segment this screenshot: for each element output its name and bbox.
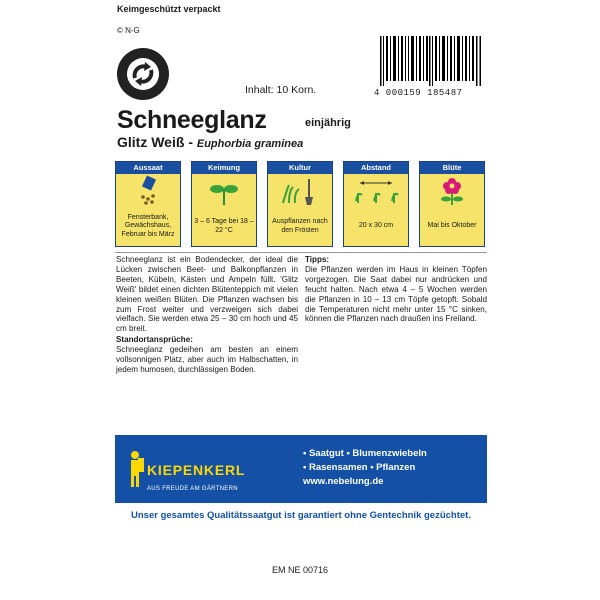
icon-column-abstand — [343, 161, 409, 247]
sprout-icon — [192, 174, 256, 208]
standort-heading: Standortansprüche: — [116, 335, 193, 345]
description-column — [116, 255, 298, 375]
lifecycle-label: einjährig — [305, 117, 351, 129]
content-amount: Inhalt: 10 Korn. — [245, 84, 317, 96]
keimgeschuetzt-note: Keimgeschützt verpackt — [117, 4, 221, 14]
icon-column-bluete — [419, 161, 485, 247]
tipps-text: Die Pflanzen werden im Haus in kleinen Töpfen vorgezogen. Die Saat dabei nur andrücken und feucht halten. Nach etwa 4 – 5 Wochen werden die Pflanzen in 10 – 13 cm Töpfe getopft. Sobald die Temperaturen nicht mehr unter 15 °C sinken, können die Pflanzen nach draußen ins Freiland. — [305, 264, 487, 324]
barcode-number: 4 000159 185487 — [374, 88, 463, 98]
copyright-note: © N-G — [117, 26, 140, 35]
planting-shovel-icon — [268, 174, 332, 208]
icon-text: 20 x 30 cm — [358, 222, 394, 230]
kiepenkerl-figure-icon — [125, 449, 145, 489]
icon-text: Auspflanzen nach den Frösten — [272, 218, 328, 234]
variety-line — [117, 134, 303, 150]
brand-info — [303, 447, 427, 489]
guarantee-statement: Unser gesamtes Qualitätssaatgut ist garantiert ohne Gentechnik gezüchtet. — [131, 510, 471, 521]
brand-slogan: AUS FREUDE AM GÄRTNERN — [147, 486, 238, 492]
icon-column-keimung — [191, 161, 257, 247]
icon-header: Blüte — [420, 162, 484, 174]
brand-url: www.nebelung.de — [303, 476, 384, 487]
brand-name: KIEPENKERL — [147, 462, 246, 478]
seed-packet-icon — [116, 174, 180, 208]
standort-text: Schneeglanz gedeihen am besten an einem vollsonnigen Platz, aber auch im Halbschatten, in jedem humosen, durchlässigen Boden. — [116, 345, 298, 374]
divider — [115, 252, 487, 253]
flower-icon — [420, 174, 484, 208]
icon-text: 3 – 6 Tage bei 18 – 22 °C — [194, 218, 254, 234]
tipps-heading: Tipps: — [305, 255, 330, 264]
intro-text: Schneeglanz ist ein Bodendecker, der ideal die Lücken zwischen Beet- und Balkonpflanzen in Beeten, Kübeln, Kästen und Ampeln füllt. 'Glitz Weiß' bildet einen dichten Blütenteppich mit vielen kleinen weißen Blüten. Die Pflanzen wachsen bis zum Frost weiter und verzweigen sich dabei vielfach. Sie werden etwa 25 – 30 cm hoch und 45 cm breit. — [116, 255, 298, 334]
barcode — [380, 36, 482, 86]
em-code: EM NE 00716 — [271, 565, 329, 575]
brand-banner — [115, 435, 487, 503]
icon-text: Fensterbank, Gewächshaus, Februar bis März — [121, 213, 175, 238]
variety-name: Glitz Weiß — [117, 134, 185, 150]
product-line-2: • Rasensamen • Pflanzen — [303, 462, 416, 473]
icon-header: Abstand — [344, 162, 408, 174]
tips-column — [305, 255, 487, 324]
cultivation-icons — [115, 161, 487, 247]
latin-name: Euphorbia graminea — [196, 138, 304, 150]
product-line-1: • Saatgut • Blumenzwiebeln — [303, 448, 427, 459]
icon-header: Aussaat — [116, 162, 180, 174]
icon-column-aussaat — [115, 161, 181, 247]
variety-separator: - — [188, 134, 193, 150]
icon-text: Mai bis Oktober — [427, 222, 477, 230]
icon-header: Keimung — [192, 162, 256, 174]
gruener-punkt-logo — [117, 48, 169, 100]
product-title: Schneeglanz — [117, 106, 267, 134]
icon-column-kultur — [267, 161, 333, 247]
spacing-arrows-icon — [344, 174, 408, 208]
icon-header: Kultur — [268, 162, 332, 174]
